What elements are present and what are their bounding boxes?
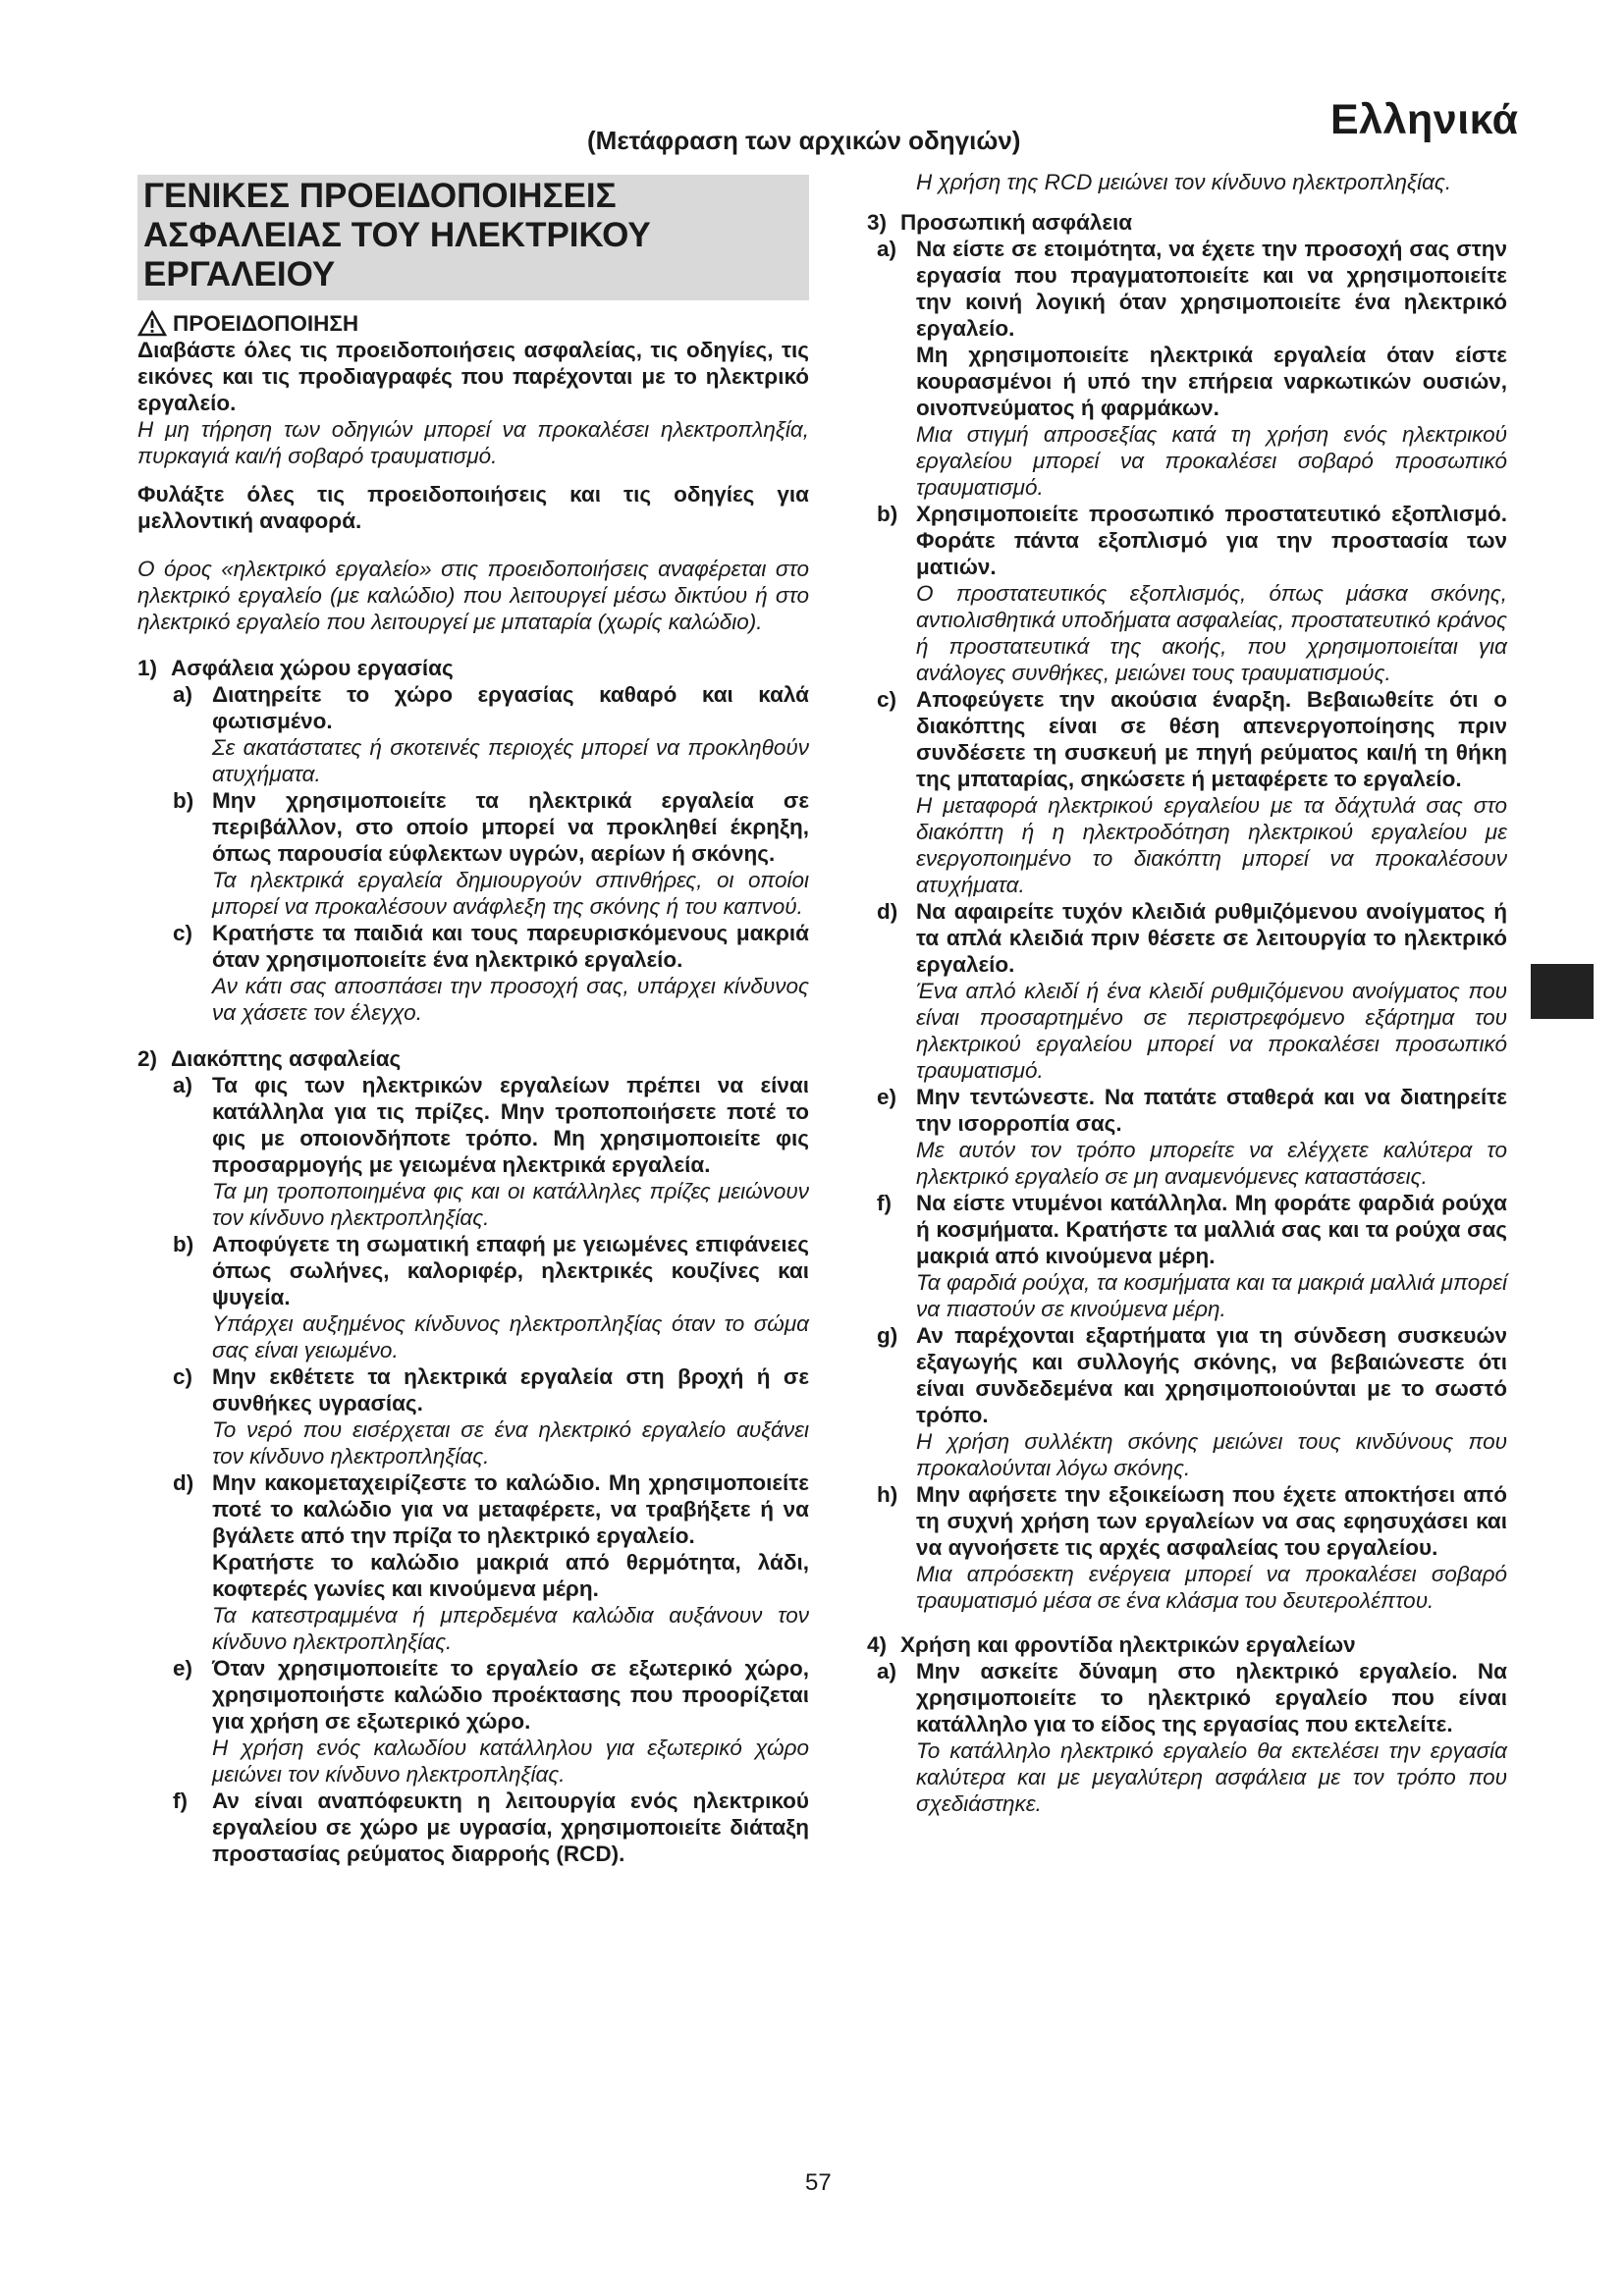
keep-instructions: Φυλάξτε όλες τις προειδοποιήσεις και τις οδηγίες για μελλοντική αναφορά. [137, 482, 809, 533]
list-item: a) Να είστε σε ετοιμότητα, να έχετε την προσοχή σας στην εργασία που πραγματοποιείτε και να χρησιμοποιείτε την κοινή λογική όταν χρησιμοποιείτε ένα ηλεκτρικό εργαλείο. Μη χρησιμοποιείτε ηλεκτρικά εργαλεία όταν είστε κουρασμένοι ή υπό την επήρεια ναρκωτικών ουσιών, οινοπνεύματος ή φαρμάκων. Μια στιγμή απροσεξίας κατά τη χρήση ενός ηλεκτρικού εργαλείου μπορεί να προκαλέσει σοβαρό προσωπικό τραυματισμό. [877, 237, 1507, 500]
list-item: g) Αν παρέχονται εξαρτήματα για τη σύνδεση συσκευών εξαγωγής και συλλογής σκόνης, να βεβαιώνεστε ότι είναι συνδεδεμένα και χρησιμοποιούνται με το σωστό τρόπο. Η χρήση συλλέκτη σκόνης μειώνει τους κινδύνους που προκαλούνται λόγω σκόνης. [877, 1323, 1507, 1480]
warning-triangle-icon [137, 310, 167, 337]
warning-consequence: Η μη τήρηση των οδηγιών μπορεί να προκαλέσει ηλεκτροπληξία, πυρκαγιά και/ή σοβαρό τραυματισμό. [137, 417, 809, 468]
list-item: e) Όταν χρησιμοποιείτε το εργαλείο σε εξωτερικό χώρο, χρησιμοποιήστε καλώδιο προέκτασης που προορίζεται για χρήση σε εξωτερικό χώρο. Η χρήση ενός καλωδίου κατάλληλου για εξωτερικό χώρο μειώνει τον κίνδυνο ηλεκτροπληξίας. [173, 1656, 809, 1787]
list-item: a) Διατηρείτε το χώρο εργασίας καθαρό και καλά φωτισμένο. Σε ακατάστατες ή σκοτεινές περιοχές μπορεί να προκληθούν ατυχήματα. [173, 682, 809, 786]
right-column [867, 169, 1507, 1817]
left-column [137, 175, 809, 1867]
list-item: a) Τα φις των ηλεκτρικών εργαλείων πρέπει να είναι κατάλληλα για τις πρίζες. Μην τροποποιήσετε ποτέ το φις με οποιονδήποτε τρόπο. Μη χρησιμοποιείτε φις προσαρμογής με γειωμένα ηλεκτρικά εργαλεία. Τα μη τροποποιημένα φις και οι κατάλληλες πρίζες μειώνουν τον κίνδυνο ηλεκτροπληξίας. [173, 1073, 809, 1230]
section-tab-marker [1531, 964, 1594, 1019]
list-item: d) Να αφαιρείτε τυχόν κλειδιά ρυθμιζόμενου ανοίγματος ή τα απλά κλειδιά πριν θέσετε σε λειτουργία το ηλεκτρικό εργαλείο. Ένα απλό κλειδί ή ένα κλειδί ρυθμιζόμενου ανοίγματος που είναι προσαρτημένο σε περιστρεφόμενο εξάρτημα του ηλεκτρικού εργαλείου μπορεί να προκαλέσει προσωπικό τραυματισμό. [877, 899, 1507, 1083]
section-title [137, 175, 809, 300]
list-item: b) Μην χρησιμοποιείτε τα ηλεκτρικά εργαλεία σε περιβάλλον, στο οποίο μπορεί να προκληθεί έκρηξη, όπως παρουσία εύφλεκτων υγρών, αερίων ή σκόνης. Τα ηλεκτρικά εργαλεία δημιουργούν σπινθήρες, οι οποίοι μπορεί να προκαλέσουν ανάφλεξη της σκόνης ή του καπνού. [173, 788, 809, 919]
warning-label: ΠΡΟΕΙΔΟΠΟΙΗΣΗ [173, 311, 359, 336]
term-definition: Ο όρος «ηλεκτρικό εργαλείο» στις προειδοποιήσεις αναφέρεται στο ηλεκτρικό εργαλείο (με καλώδιο) που λειτουργεί μέσω δικτύου ή στο ηλεκτρικό εργαλείο που λειτουργεί με μπαταρία (χωρίς καλώδιο). [137, 557, 809, 634]
list-item: h) Μην αφήσετε την εξοικείωση που έχετε αποκτήσει από τη συχνή χρήση των εργαλείων να σας εφησυχάσει και να αγνοήσετε τις αρχές ασφαλείας του εργαλείου. Μια απρόσεκτη ενέργεια μπορεί να προκαλέσει σοβαρό τραυματισμό μέσα σε ένα κλάσμα του δευτερολέπτου. [877, 1482, 1507, 1613]
translation-note: (Μετάφραση των αρχικών οδηγιών) [587, 126, 1021, 155]
list-item: e) Μην τεντώνεστε. Να πατάτε σταθερά και να διατηρείτε την ισορροπία σας. Με αυτόν τον τρόπο μπορείτε να ελέγχετε καλύτερα το ηλεκτρικό εργαλείο σε μη αναμενόμενες καταστάσεις. [877, 1085, 1507, 1189]
section-heading: 4) Χρήση και φροντίδα ηλεκτρικών εργαλείων [867, 1632, 1356, 1657]
language-label: Ελληνικά [1330, 96, 1519, 143]
rcd-continuation: Η χρήση της RCD μειώνει τον κίνδυνο ηλεκτροπληξίας. [916, 170, 1452, 194]
list-item: b) Χρησιμοποιείτε προσωπικό προστατευτικό εξοπλισμό. Φοράτε πάντα εξοπλισμό για την προστασία των ματιών. Ο προστατευτικός εξοπλισμός, όπως μάσκα σκόνης, αντιολισθητικά υποδήματα ασφαλείας, προστατευτικό κράνος ή προστατευτικά της ακοής, που χρησιμοποιείται για ανάλογες συνθήκες, μειώνει τους τραυματισμούς. [877, 502, 1507, 685]
page-number: 57 [805, 2169, 832, 2196]
section-heading: 3) Προσωπική ασφάλεια [867, 210, 1133, 235]
list-item: f) Αν είναι αναπόφευκτη η λειτουργία ενός ηλεκτρικού εργαλείου σε χώρο με υγρασία, χρησιμοποιείτε διάταξη προστασίας ρεύματος διαρροής (RCD). [173, 1789, 809, 1866]
list-item: b) Αποφύγετε τη σωματική επαφή με γειωμένες επιφάνειες όπως σωλήνες, καλοριφέρ, ηλεκτρικές κουζίνες και ψυγεία. Υπάρχει αυξημένος κίνδυνος ηλεκτροπληξίας όταν το σώμα σας είναι γειωμένο. [173, 1232, 809, 1362]
section-heading: 1) Ασφάλεια χώρου εργασίας [137, 656, 454, 680]
list-item: c) Μην εκθέτετε τα ηλεκτρικά εργαλεία στη βροχή ή σε συνθήκες υγρασίας. Το νερό που εισέρχεται σε ένα ηλεκτρικό εργαλείο αυξάνει τον κίνδυνο ηλεκτροπληξίας. [173, 1364, 809, 1468]
list-item: d) Μην κακομεταχειρίζεστε το καλώδιο. Μη χρησιμοποιείτε ποτέ το καλώδιο για να μεταφέρετε, να τραβήξετε ή να βγάλετε από την πρίζα το ηλεκτρικό εργαλείο. Κρατήστε το καλώδιο μακριά από θερμότητα, λάδι, κοφτερές γωνίες και κινούμενα μέρη. Τα κατεστραμμένα ή μπερδεμένα καλώδια αυξάνουν τον κίνδυνο ηλεκτροπληξίας. [173, 1470, 809, 1654]
warning-heading [137, 310, 809, 337]
warning-text: Διαβάστε όλες τις προειδοποιήσεις ασφαλείας, τις οδηγίες, τις εικόνες και τις προδιαγραφές που παρέχονται με το ηλεκτρικό εργαλείο. [137, 338, 809, 415]
title-line: ΑΣΦΑΛΕΙΑΣ ΤΟΥ ΗΛΕΚΤΡΙΚΟΥ [143, 216, 651, 254]
section-heading: 2) Διακόπτης ασφαλείας [137, 1046, 402, 1071]
list-item: a) Μην ασκείτε δύναμη στο ηλεκτρικό εργαλείο. Να χρησιμοποιείτε το ηλεκτρικό εργαλείο που είναι κατάλληλο για το είδος της εργασίας που εκτελείτε. Το κατάλληλο ηλεκτρικό εργαλείο θα εκτελέσει την εργασία καλύτερα και με μεγαλύτερη ασφάλεια με τον τρόπο που σχεδιάστηκε. [877, 1659, 1507, 1816]
title-line: ΕΡΓΑΛΕΙΟΥ [143, 255, 336, 294]
title-line: ΓΕΝΙΚΕΣ ΠΡΟΕΙΔΟΠΟΙΗΣΕΙΣ [143, 177, 617, 215]
list-item: c) Αποφεύγετε την ακούσια έναρξη. Βεβαιωθείτε ότι ο διακόπτης είναι σε θέση απενεργοποίησης πριν συνδέσετε τη συσκευή με πηγή ρεύματος και/ή τη θήκη της μπαταρίας, σηκώσετε ή μεταφέρετε το εργαλείο. Η μεταφορά ηλεκτρικού εργαλείου με τα δάχτυλά σας στο διακόπτη ή η ηλεκτροδότηση ηλεκτρικού εργαλείου με ενεργοποιημένο το διακόπτη μπορεί να προκαλέσουν ατυχήματα. [877, 687, 1507, 897]
list-item: f) Να είστε ντυμένοι κατάλληλα. Μη φοράτε φαρδιά ρούχα ή κοσμήματα. Κρατήστε τα μαλλιά σας και τα ρούχα σας μακριά από κινούμενα μέρη. Τα φαρδιά ρούχα, τα κοσμήματα και τα μακριά μαλλιά μπορεί να πιαστούν σε κινούμενα μέρη. [877, 1191, 1507, 1321]
list-item: c) Κρατήστε τα παιδιά και τους παρευρισκόμενους μακριά όταν χρησιμοποιείτε ένα ηλεκτρικό εργαλείο. Αν κάτι σας αποσπάσει την προσοχή σας, υπάρχει κίνδυνος να χάσετε τον έλεγχο. [173, 921, 809, 1025]
